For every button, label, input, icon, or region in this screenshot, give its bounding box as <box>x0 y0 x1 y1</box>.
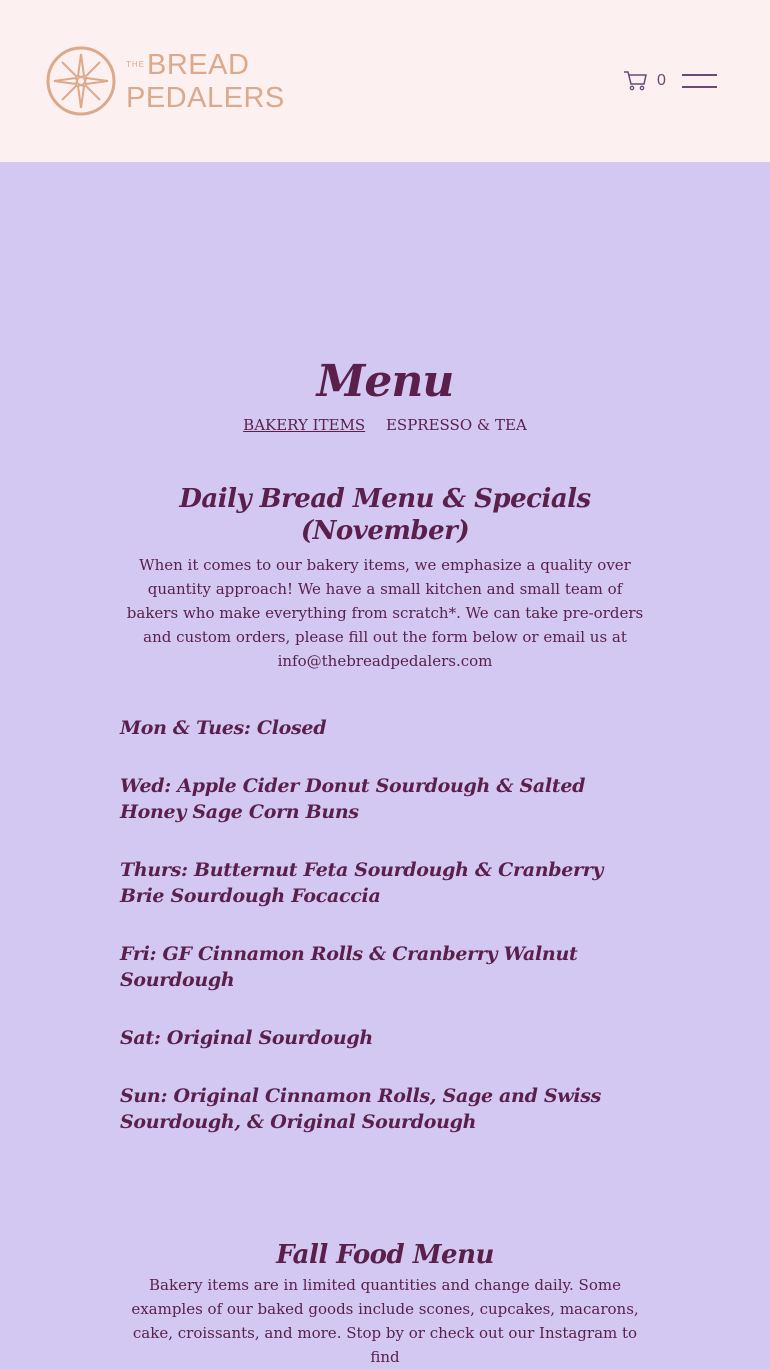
fall-menu-title: Fall Food Menu <box>276 1240 494 1270</box>
menu-content <box>0 356 770 1369</box>
day-item: Thurs: Butternut Feta Sourdough & Cranberry Brie Sourdough Focaccia <box>120 859 604 907</box>
tab-espresso-tea[interactable]: ESPRESSO & TEA <box>385 416 527 434</box>
tab-bakery-items[interactable]: BAKERY ITEMS <box>243 416 366 434</box>
site-header <box>0 0 770 162</box>
day-item: Fri: GF Cinnamon Rolls & Cranberry Walnut Sourdough <box>120 943 578 991</box>
day-item: Wed: Apple Cider Donut Sourdough & Salted Honey Sage Corn Buns <box>120 775 586 823</box>
menu-line-top <box>682 74 717 76</box>
menu-tabs <box>0 416 770 434</box>
day-item: Sat: Original Sourdough <box>120 1027 373 1049</box>
daily-menu-title: Daily Bread Menu & Specials (November) <box>179 484 591 546</box>
site-logo[interactable] <box>46 46 285 116</box>
cart-button[interactable] <box>623 70 666 91</box>
logo-wordmark <box>126 48 285 114</box>
day-item: Sun: Original Cinnamon Rolls, Sage and Swiss Sourdough, & Original Sourdough <box>120 1085 602 1133</box>
hamburger-menu-icon[interactable] <box>682 72 717 90</box>
logo-line-1: BREAD <box>147 48 250 81</box>
fall-menu-description: Bakery items are in limited quantities and change daily. Some examples of our baked goods include scones, cupcakes, macarons, cake, croissants, and more. Stop by or check out our Instagram to find <box>131 1276 639 1366</box>
menu-line-bottom <box>682 86 717 88</box>
daily-schedule <box>120 715 650 1135</box>
day-item: Mon & Tues: Closed <box>120 717 327 739</box>
cart-count: 0 <box>657 71 666 89</box>
logo-line-2: PEDALERS <box>126 81 285 114</box>
logo-the: THE <box>126 59 145 69</box>
daily-menu-description: When it comes to our bakery items, we emphasize a quality over quantity approach! We have a small kitchen and small team of bakers who make everything from scratch*. We can take pre-orders and custom orders, please fill out the form below or email us at info@thebreadpedalers.com <box>126 556 644 670</box>
cart-icon <box>623 70 647 91</box>
page-title: Menu <box>316 356 454 407</box>
sun-logo-icon <box>46 46 116 116</box>
